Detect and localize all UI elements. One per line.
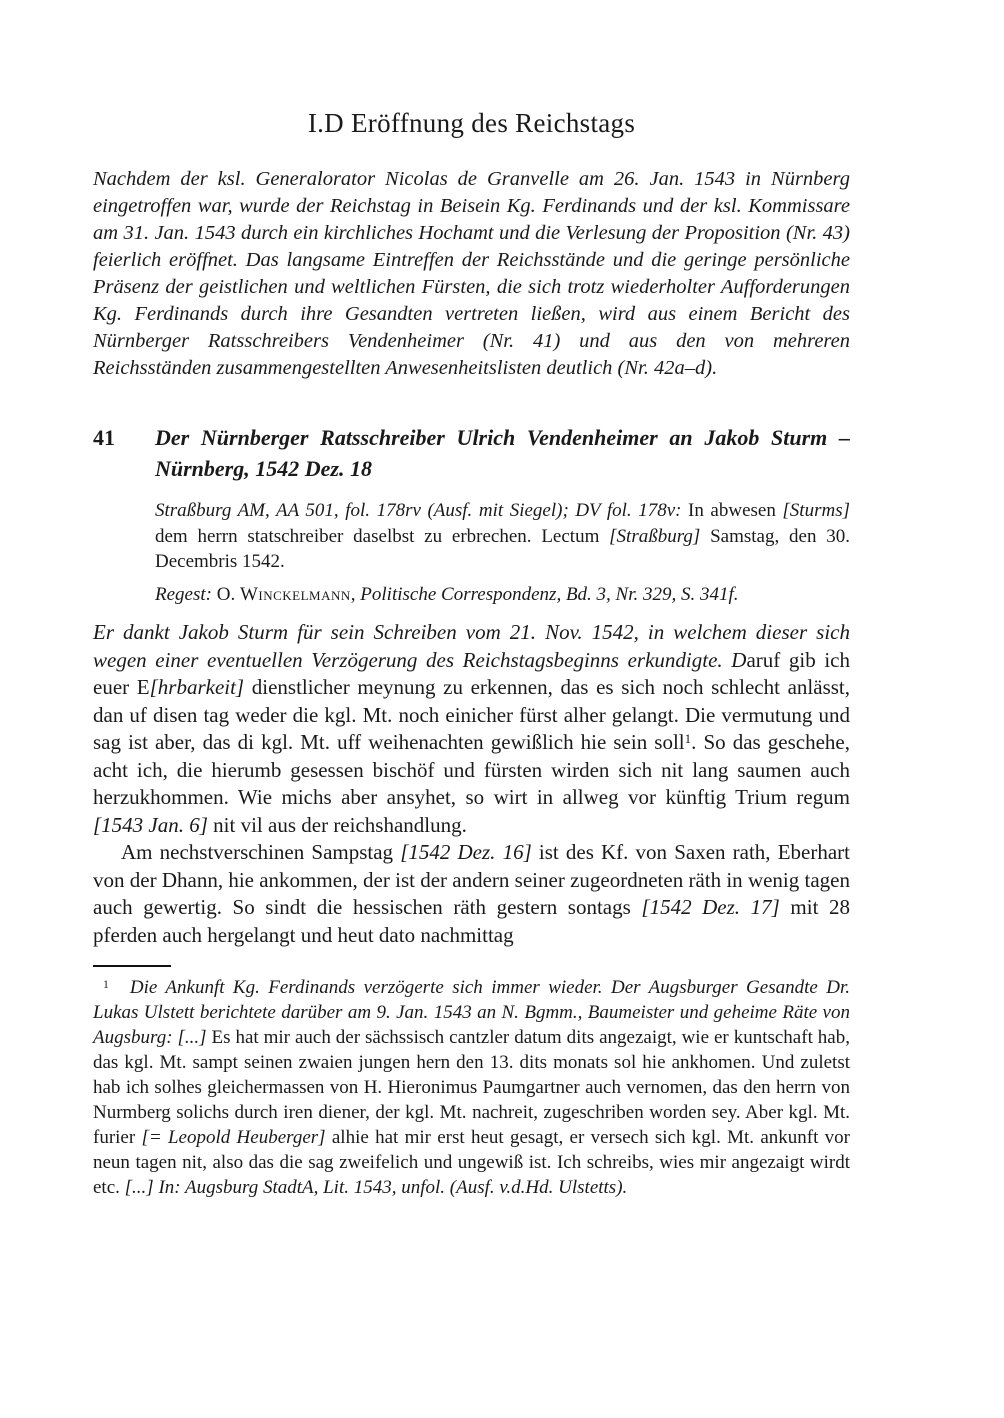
entry-header [93,422,850,484]
entry-heading-line-2: Nürnberg, 1542 Dez. 18 [155,456,372,481]
entry-heading [155,422,850,484]
regest-note: Regest: O. Winckelmann, Politische Correspondenz, Bd. 3, Nr. 329, S. 341f. [155,583,739,605]
entry-heading-line-1: Der Nürnberger Ratsschreiber Ulrich Vendenheimer an Jakob Sturm – [155,425,850,450]
source-note: Straßburg AM, AA 501, fol. 178rv (Ausf. mit Siegel); DV fol. 178v: In abwesen [Sturms] dem herrn statschreiber daselbst zu erbrechen. Lectum [Straßburg] Samstag, den 30. Decembris 1542. [155,500,850,572]
body-paragraph-2: Am nechstverschinen Sampstag [1542 Dez. 16] ist des Kf. von Saxen rath, Eberhart von der Dhann, hie ankommen, der ist der andern seiner zugeordneten räth in wenig tagen auch gewertig. So sindt die hessischen räth gestern sontags [1542 Dez. 17] mit 28 pferden auch hergelangt und heut dato nachmittag [93,840,850,947]
intro-paragraph: Nachdem der ksl. Generalorator Nicolas de Granvelle am 26. Jan. 1543 in Nürnberg eingetroffen war, wurde der Reichstag in Beisein Kg. Ferdinands und der ksl. Kommissare am 31. Jan. 1543 durch ein kirchliches Hochamt und die Verlesung der Proposition (Nr. 43) feierlich eröffnet. Das langsame Eintreffen der Reichsstände und die geringe persönliche Präsenz der geistlichen und weltlichen Fürsten, die sich trotz wiederholter Aufforderungen Kg. Ferdinands durch ihre Gesandten vertreten ließen, wird aus einem Bericht des Nürnberger Ratsschreibers Vendenheimer (Nr. 41) und aus den von mehreren Reichsständen zusammengestellten Anwesenheitslisten deutlich (Nr. 42a–d). [93,168,850,379]
footnote-1: $^1$ Die Ankunft Kg. Ferdinands verzögerte sich immer wieder. Der Augsburger Gesandte Dr. Lukas Ulstett berichtete darüber am 9. Jan. 1543 an N. Bgmm., Baumeister und geheime Räte von Augsburg: [...] Es hat mir auch der sächssisch cantzler datum dits angezaigt, wie er kuntschaft hab, das kgl. Mt. sampt seinen zwaien jungen hern den 13. dits monats sol hie ankhomen. Und zuletst hab ich solhes gleichermassen von H. Hieronimus Paumgartner auch vernomen, das den herrn von Nurmberg solichs durch iren diener, der kgl. Mt. nachreit, zugeschriben worden sey. Aber kgl. Mt. furier [= Leopold Heuberger] alhie hat mir erst heut gesagt, er versech sich kgl. Mt. ankunft vor neun tagen nit, also das die sag zweifelich und ungewiß ist. Ich schreibs, wies mir angezaigt wirdt etc. [...] In: Augsburg StadtA, Lit. 1543, unfol. (Ausf. v.d.Hd. Ulstetts). [93,977,850,1198]
text-block [93,108,850,1200]
page-title: I.D Eröffnung des Reichstags [307,108,636,138]
body-paragraph-1: Er dankt Jakob Sturm für sein Schreiben vom 21. Nov. 1542, in welchem dieser sich wegen einer eventuellen Verzögerung des Reichstagsbeginns erkundigte. Daruf gib ich euer E[hrbarkeit] dienstlicher meynung zu erkennen, das es sich noch schlecht anlässt, dan uf disen tag weder die kgl. Mt. noch einicher fürst alher gelangt. Die vermutung und sag ist aber, das di kgl. Mt. uff weihenachten gewißlich hie sein soll$^1$. So das geschehe, acht ich, die hierumb gesessen bischöf und fürsten wirden sich nit lang saumen auch herzukhommen. Wie michs aber ansyhet, so wirt in allweg vor künftig Trium regum [1543 Jan. 6] nit vil aus der reichshandlung. [93,620,850,837]
footnote-separator-rule [93,965,171,967]
entry-number: 41 [93,425,115,450]
letter-body [93,619,850,949]
